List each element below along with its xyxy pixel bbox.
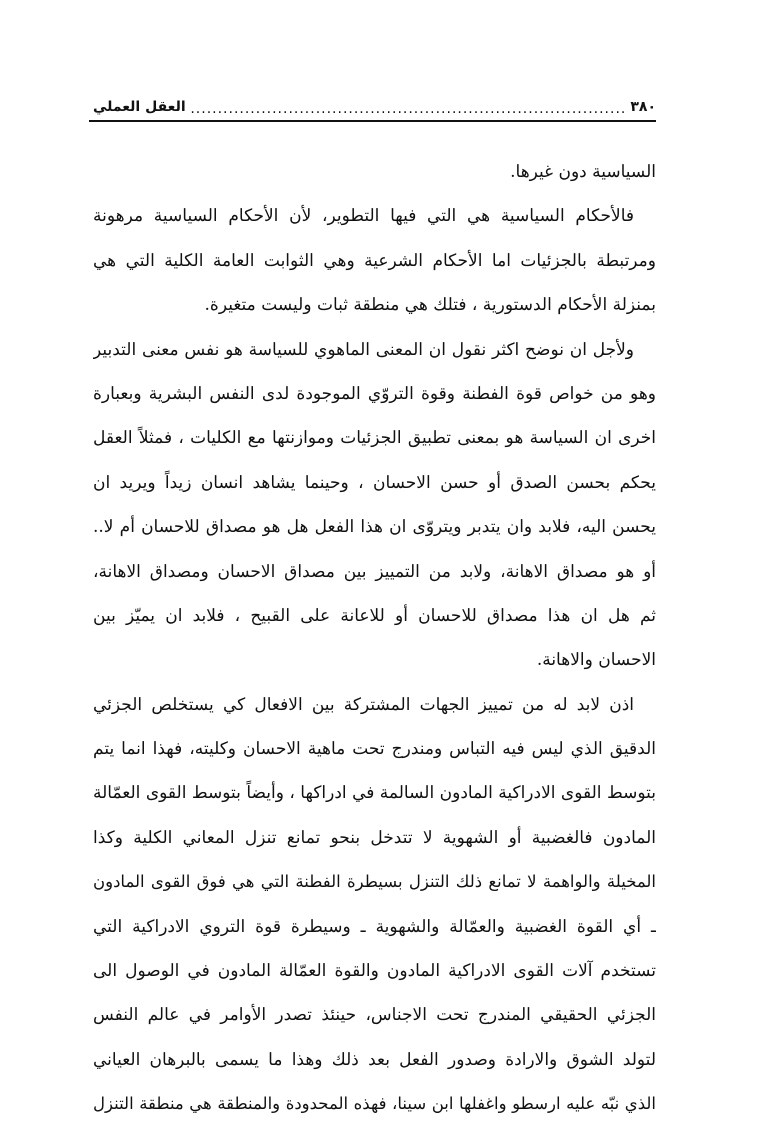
body-text	[93, 150, 656, 1127]
running-header	[93, 88, 656, 116]
text-line: يحسن اليه، فلابد وان يتدبر ويتروّى ان هذا الفعل هل هو مصداق للاحسان أم لا..	[93, 517, 656, 538]
text-line: الجزئي الحقيقي المندرج تحت الاجناس، حينئذ تصدر الأوامر في عالم النفس	[93, 1005, 656, 1026]
text-line: اخرى ان السياسة هو بمعنى تطبيق الجزئيات وموازنتها مع الكليات ، فمثلاً العقل	[93, 428, 656, 449]
text-line: الاحسان والاهانة.	[536, 650, 656, 671]
text-line: بمنزلة الأحكام الدستورية ، فتلك هي منطقة ثبات وليست متغيرة.	[204, 295, 656, 316]
text-line: الذي نبّه عليه ارسطو واغفلها ابن سينا، فهذه المحدودة والمنطقة هي منطقة التنزل	[93, 1094, 656, 1114]
text-line: أو هو مصداق الاهانة، ولابد من التمييز بين مصداق الاحسان ومصداق الاهانة،	[93, 561, 656, 582]
text-line: لتولد الشوق والارادة وصدور الفعل بعد ذلك وهذا ما يسمى بالبرهان العياني	[93, 1049, 656, 1070]
text-line: تستخدم آلات القوى الادراكية المادون والقوة العمّالة المادون في الوصول الى	[93, 961, 656, 982]
text-line: ولأجل ان نوضح اكثر نقول ان المعنى الماهوي للسياسة هو نفس معنى التدبير	[93, 339, 634, 360]
text-line: وهو من خواص قوة الفطنة وقوة التروّي الموجودة لدى النفس البشرية وبعبارة	[93, 383, 656, 404]
text-line: ومرتبطة بالجزئيات اما الأحكام الشرعية وهي الثوابت العامة الكلية التي هي	[93, 250, 656, 271]
header-rule	[89, 120, 656, 122]
text-line: بتوسط القوى الادراكية المادون السالمة في ادراكها ، وأيضاً بتوسط القوى العمّالة	[93, 783, 656, 804]
text-line: ـ أي القوة الغضبية والعمّالة والشهوية ـ وسيطرة قوة التروي الادراكية التي	[93, 916, 656, 937]
text-line: الدقيق الذي ليس فيه التباس ومندرج تحت ماهية الاحسان وكليته، فهذا انما يتم	[93, 739, 656, 760]
text-line: السياسية دون غيرها.	[510, 162, 656, 182]
page-number: ٣٨٠	[630, 99, 656, 115]
text-line: المادون فالغضبية أو الشهوية لا تتدخل بنحو تمانع تنزل المعاني الكلية وكذا	[93, 827, 656, 848]
running-title: العقل العملي	[93, 99, 186, 115]
text-line: المخيلة والواهمة لا تمانع ذلك التنزل بسيطرة الفطنة التي هي فوق القوى المادون	[93, 872, 656, 892]
text-line: اذن لابد له من تمييز الجهات المشتركة بين الافعال كي يستخلص الجزئي	[93, 694, 634, 715]
text-line: فالأحكام السياسية هي التي فيها التطوير، لأن الأحكام السياسية مرهونة	[93, 206, 634, 227]
header-leader-dots	[190, 102, 627, 116]
text-line: ثم هل ان هذا مصداق للاحسان أو للاعانة على القبيح ، فلابد ان يميّز بين	[93, 605, 656, 626]
text-line: يحكم بحسن الصدق أو حسن الاحسان ، وحينما يشاهد انسان زيداً ويريد ان	[93, 472, 656, 493]
